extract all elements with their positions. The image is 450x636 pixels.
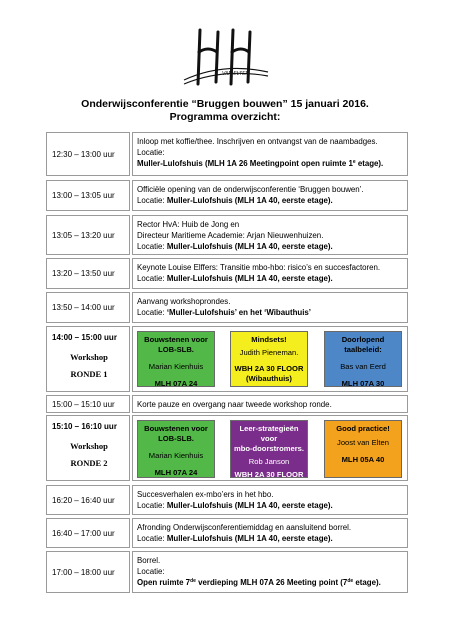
workshop-boxes [132,415,408,489]
time-cell: 16:20 – 16:40 uur [46,485,130,515]
location-line: Locatie: Muller-Lulofshuis (MLH 1A 40, eerste etage). [137,274,333,283]
workshop-boxes [132,326,408,392]
workshop-box-mindsets[interactable]: Mindsets! Judith Pieneman. WBH 2A 30 FLOOR (Wibauthuis) [230,331,308,387]
description-cell [132,132,408,176]
description-line: Inloop met koffie/thee. Inschrijven en ontvangst van de naambadges. [137,137,378,146]
workshop-round-row [46,326,408,392]
workshop-box-leerstrategieen[interactable]: Leer-strategieën voor mbo-doorstromers. Rob Janson WBH 2A 30 FLOOR (Wibauthuis) [230,420,308,478]
description-line: Rector HvA: Huib de Jong en [137,220,240,229]
description-cell [132,215,408,255]
schedule-row [46,258,408,289]
workshop-box-lob[interactable]: Bouwstenen voor LOB-SLB. Marian Kienhuis MLH 07A 24 [137,331,215,387]
description-cell [132,258,408,289]
description-line: Locatie: [137,567,165,576]
time-cell: 16:40 – 17:00 uur [46,518,130,548]
schedule-row [46,485,408,515]
schedule-row [46,518,408,548]
description-line: Korte pauze en overgang naar tweede workshop ronde. [137,400,332,409]
schedule-row [46,180,408,211]
location-line: Muller-Lulofshuis (MLH 1A 26 Meetingpoint open ruimte 1e etage). [137,159,384,168]
schedule-row [46,292,408,323]
description-cell [132,518,408,548]
description-line: Keynote Louise Elffers: Transitie mbo-hbo: risico’s en succesfactoren. [137,263,381,272]
round-time-cell [46,326,130,392]
workshop-box-taalbeleid[interactable]: Doorlopend taalbeleid: Bas van Eerd MLH 07A 30 [324,331,402,387]
description-line: Aanvang workshoprondes. [137,297,231,306]
round-number: RONDE 2 [70,458,108,468]
location-line: Locatie: Muller-Lulofshuis (MLH 1A 40, eerste etage). [137,242,333,251]
round-label: Workshop [70,441,108,451]
round-number: RONDE 1 [70,369,108,379]
schedule-row [46,395,408,413]
time-cell: 13:05 – 13:20 uur [46,215,130,255]
description-line: Succesverhalen ex-mbo’ers in het hbo. [137,490,274,499]
round-time: 14:00 – 15:00 uur [52,333,117,342]
description-line: Locatie: [137,148,165,157]
time-cell: 15:00 – 15:10 uur [46,395,130,413]
location-line: Locatie: Muller-Lulofshuis (MLH 1A 40, eerste etage). [137,196,333,205]
description-cell [132,395,408,413]
location-line: Locatie: Muller-Lulofshuis (MLH 1A 40, eerste etage). [137,534,333,543]
workshop-round-row [46,415,408,489]
round-time: 15:10 – 16:10 uur [52,422,117,431]
description-line: Officiële opening van de onderwijsconferentie ‘Bruggen bouwen’. [137,185,364,194]
description-cell [132,292,408,323]
location-line: Locatie: ‘Muller-Lulofshuis’ en het ‘Wibauthuis’ [137,308,311,317]
logo-text: VAN ELTEN [222,71,250,77]
workshop-box-good-practice[interactable]: Good practice! Joost van Elten MLH 05A 40 [324,420,402,478]
time-cell: 13:00 – 13:05 uur [46,180,130,211]
time-cell: 17:00 – 18:00 uur [46,551,130,593]
time-cell: 13:20 – 13:50 uur [46,258,130,289]
round-label: Workshop [70,352,108,362]
description-cell [132,551,408,593]
location-line: Open ruimte 7de verdieping MLH 07A 26 Meeting point (7de etage). [137,578,381,587]
page-subtitle: Programma overzicht: [169,111,281,123]
bridge-logo [178,22,273,97]
description-line: Borrel. [137,556,161,565]
time-cell: 12:30 – 13:00 uur [46,132,130,176]
location-line: Locatie: Muller-Lulofshuis (MLH 1A 40, eerste etage). [137,501,333,510]
schedule-row [46,215,408,255]
round-time-cell [46,415,130,481]
description-line: Afronding Onderwijsconferentiemiddag en aansluitend borrel. [137,523,352,532]
description-cell [132,180,408,211]
workshop-box-lob[interactable]: Bouwstenen voor LOB-SLB. Marian Kienhuis MLH 07A 24 [137,420,215,478]
schedule-row [46,551,408,593]
page-title: Onderwijsconferentie “Bruggen bouwen” 15 januari 2016. [81,98,369,110]
description-cell [132,485,408,515]
schedule-row [46,132,408,176]
time-cell: 13:50 – 14:00 uur [46,292,130,323]
description-line: Directeur Maritieme Academie: Arjan Nieuwenhuizen. [137,231,324,240]
